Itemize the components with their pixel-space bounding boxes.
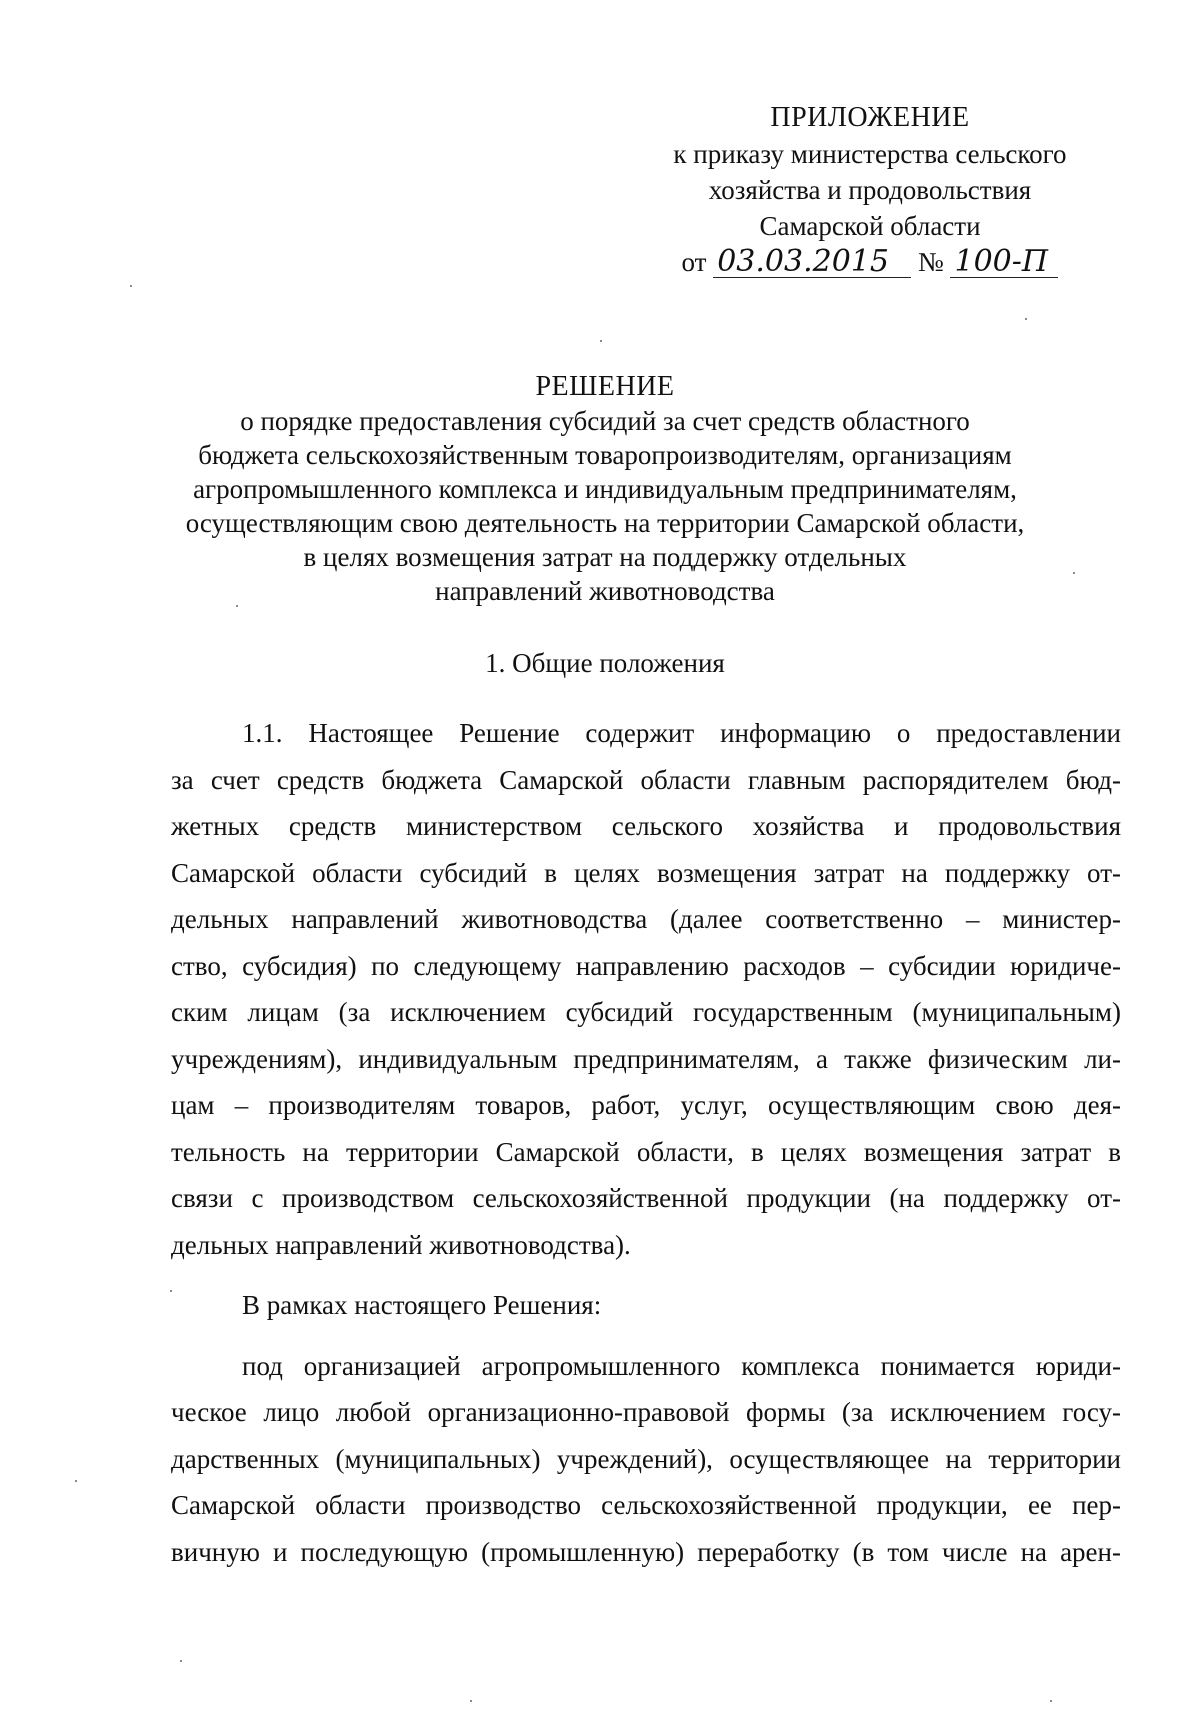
order-reference xyxy=(620,244,1120,280)
text-line: учреждениям), индивидуальным предпринимателям, а также физическим ли- xyxy=(171,1043,1121,1074)
text-line: дарственных (муниципальных) учреждений), осуществляющее на территории xyxy=(171,1443,1121,1474)
text-line: вичную и последующую (промышленную) переработку (в том числе на арен- xyxy=(171,1536,1121,1567)
scan-speck xyxy=(600,340,602,342)
text-line: тельность на территории Самарской области, в целях возмещения затрат в xyxy=(171,1136,1121,1167)
appendix-line: Самарской области xyxy=(759,211,981,241)
scan-speck xyxy=(170,1290,172,1292)
text-line: дельных направлений животноводства). xyxy=(171,1229,631,1260)
text-line: дельных направлений животноводства (далее соответственно – министер- xyxy=(171,904,1121,934)
decision-subtitle-line: бюджета сельскохозяйственным товаропроизводителям, организациям xyxy=(198,440,1012,470)
scan-speck xyxy=(75,1480,77,1482)
text-line: связи с производством сельскохозяйственной продукции (на поддержку от- xyxy=(171,1183,1121,1213)
text-line: жетных средств министерством сельского хозяйства и продовольствия xyxy=(171,811,1121,841)
appendix-header xyxy=(620,100,1120,280)
text-line: 1.1. Настоящее Решение содержит информацию о предоставлении xyxy=(242,718,1121,748)
appendix-line: хозяйства и продовольствия xyxy=(708,175,1032,205)
decision-subtitle-line: агропромышленного комплекса и индивидуальным предпринимателям, xyxy=(193,474,1017,504)
scan-speck xyxy=(236,605,238,607)
paragraph xyxy=(171,1282,1121,1329)
text-line: Самарской области производство сельскохозяйственной продукции, ее пер- xyxy=(171,1490,1121,1520)
text-line: ческое лицо любой организационно-правовой формы (за исключением госу- xyxy=(171,1397,1121,1427)
paragraph xyxy=(171,1343,1121,1576)
text-line: под организацией агропромышленного комплекса понимается юриди- xyxy=(242,1350,1121,1381)
scan-speck xyxy=(1073,572,1075,574)
paragraph xyxy=(171,710,1121,1268)
decision-subtitle-line: в целях возмещения затрат на поддержку отдельных xyxy=(303,542,907,572)
appendix-line: к приказу министерства сельского xyxy=(673,139,1067,169)
decision-subtitle-line: осуществляющим свою деятельность на территории Самарской области, xyxy=(185,508,1025,538)
number-label: № xyxy=(917,247,944,277)
text-line: за счет средств бюджета Самарской области главным распорядителем бюд- xyxy=(171,764,1121,795)
scan-speck xyxy=(130,285,132,287)
section-title: 1. Общие положения xyxy=(485,648,725,678)
text-line: В рамках настоящего Решения: xyxy=(242,1290,602,1320)
text-line: цам – производителям товаров, работ, услуг, осуществляющим свою дея- xyxy=(171,1090,1121,1120)
scan-speck xyxy=(180,1660,182,1662)
scan-speck xyxy=(1050,1700,1052,1702)
decision-title: РЕШЕНИЕ xyxy=(535,371,675,402)
handwritten-number: 100-П xyxy=(950,247,1058,278)
text-line: ским лицам (за исключением субсидий государственным (муниципальным) xyxy=(171,997,1121,1027)
decision-heading xyxy=(90,370,1120,608)
document-body xyxy=(171,710,1121,1575)
scan-speck xyxy=(1025,318,1027,320)
decision-subtitle-line: о порядке предоставления субсидий за счет средств областного xyxy=(240,406,970,436)
text-line: Самарской области субсидий в целях возмещения затрат на поддержку от- xyxy=(171,857,1121,888)
appendix-title: ПРИЛОЖЕНИЕ xyxy=(770,102,970,133)
decision-subtitle-line: направлений животноводства xyxy=(435,576,775,606)
handwritten-date: 03.03.2015 xyxy=(713,247,911,278)
scan-speck xyxy=(470,1700,472,1702)
text-line: ство, субсидия) по следующему направлению расходов – субсидии юридиче- xyxy=(171,950,1121,981)
from-label: от xyxy=(681,247,707,277)
